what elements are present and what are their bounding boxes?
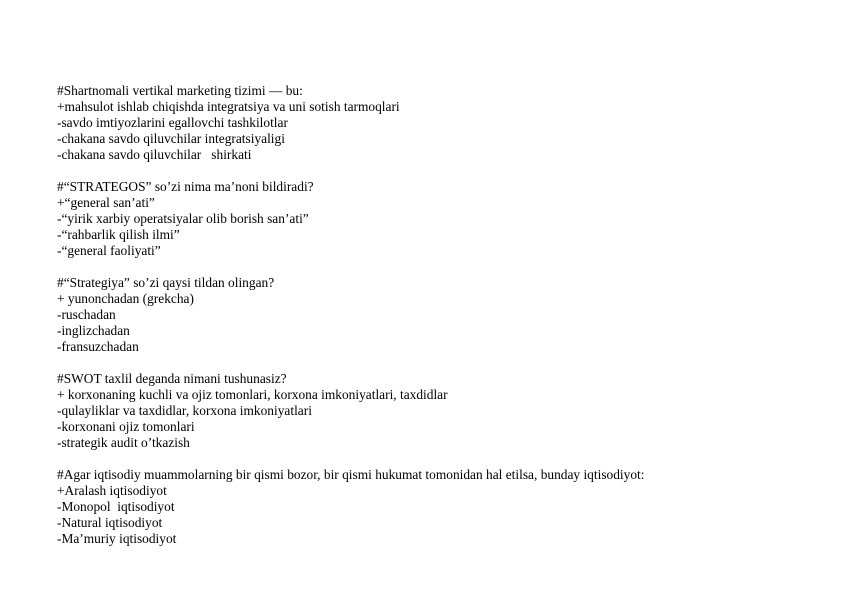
answer-option: -ruschadan (57, 307, 116, 322)
answer-option: -chakana savdo qiluvchilar shirkati (57, 147, 252, 162)
answer-option: + yunonchadan (grekcha) (57, 291, 194, 306)
question-block-1 (57, 83, 827, 163)
question-text: #SWOT taxlil deganda nimani tushunasiz? (57, 371, 287, 386)
answer-option: -inglizchadan (57, 323, 130, 338)
document-page (57, 83, 827, 563)
answer-option: -Monopol iqtisodiyot (57, 499, 175, 514)
question-text: #“STRATEGOS” so’zi nima ma’noni bildiradi? (57, 179, 314, 194)
answer-option: -chakana savdo qiluvchilar integratsiyaligi (57, 131, 285, 146)
question-block-3 (57, 275, 827, 355)
answer-option: -fransuzchadan (57, 339, 139, 354)
question-text: #Shartnomali vertikal marketing tizimi — bu: (57, 83, 303, 98)
question-block-2 (57, 179, 827, 259)
answer-option: -Natural iqtisodiyot (57, 515, 163, 530)
answer-option: -strategik audit o’tkazish (57, 435, 190, 450)
answer-option: -“yirik xarbiy operatsiyalar olib borish san’ati” (57, 211, 309, 226)
answer-option: -qulayliklar va taxdidlar, korxona imkoniyatlari (57, 403, 312, 418)
answer-option: -savdo imtiyozlarini egallovchi tashkilotlar (57, 115, 288, 130)
answer-option: +“general san’ati” (57, 195, 155, 210)
question-block-4 (57, 371, 827, 451)
question-text: #“Strategiya” so’zi qaysi tildan olingan? (57, 275, 275, 290)
question-text: #Agar iqtisodiy muammolarning bir qismi bozor, bir qismi hukumat tomonidan hal etilsa, bunday iqtisodiyot: (57, 467, 645, 482)
question-block-5 (57, 467, 827, 547)
answer-option: -“rahbarlik qilish ilmi” (57, 227, 180, 242)
answer-option: -“general faoliyati” (57, 243, 161, 258)
answer-option: +mahsulot ishlab chiqishda integratsiya va uni sotish tarmoqlari (57, 99, 400, 114)
answer-option: +Aralash iqtisodiyot (57, 483, 167, 498)
answer-option: + korxonaning kuchli va ojiz tomonlari, korxona imkoniyatlari, taxdidlar (57, 387, 448, 402)
answer-option: -Ma’muriy iqtisodiyot (57, 531, 177, 546)
answer-option: -korxonani ojiz tomonlari (57, 419, 195, 434)
